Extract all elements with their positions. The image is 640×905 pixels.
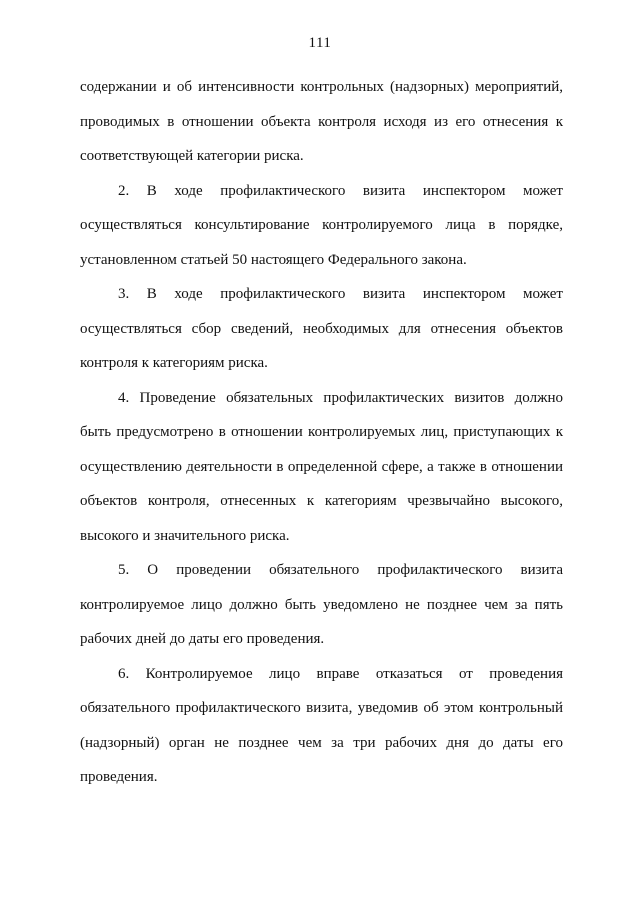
text-line: осуществлению деятельности в определенной сфере, а также в отношении — [80, 458, 563, 475]
text-line: быть предусмотрено в отношении контролируемых лиц, приступающих к — [80, 424, 563, 440]
text-line: контроля к категориям риска. — [80, 355, 268, 371]
text-line: 2. В ходе профилактического визита инспектором может — [118, 182, 563, 199]
text-line: содержании и об интенсивности контрольных (надзорных) мероприятий, — [80, 79, 563, 95]
text-line: обязательного профилактического визита, уведомив об этом контрольный — [80, 700, 563, 716]
document-body — [80, 70, 563, 795]
paragraph-continuation — [80, 70, 563, 174]
text-line: объектов контроля, отнесенных к категориям чрезвычайно высокого, — [80, 493, 563, 509]
paragraph-item-6 — [80, 657, 563, 795]
text-line: проводимых в отношении объекта контроля исходя из его отнесения к — [80, 113, 563, 130]
text-line: высокого и значительного риска. — [80, 527, 290, 544]
text-line: 3. В ходе профилактического визита инспектором может — [118, 286, 563, 302]
page-number: 111 — [308, 35, 332, 51]
text-line: контролируемое лицо должно быть уведомлено не позднее чем за пять — [80, 596, 563, 613]
paragraph-item-5 — [80, 553, 563, 657]
text-line: осуществляться консультирование контролируемого лица в порядке, — [80, 217, 563, 233]
text-line: проведения. — [80, 769, 158, 785]
paragraph-item-4 — [80, 381, 563, 554]
text-line: соответствующей категории риска. — [80, 148, 304, 164]
text-line: 5. О проведении обязательного профилактического визита — [118, 562, 563, 578]
paragraph-item-3 — [80, 277, 563, 381]
text-line: (надзорный) орган не позднее чем за три рабочих дня до даты его — [80, 734, 563, 751]
text-line: рабочих дней до даты его проведения. — [80, 631, 325, 647]
text-line: 4. Проведение обязательных профилактических визитов должно — [118, 389, 563, 406]
text-line: установленном статьей 50 настоящего Федерального закона. — [80, 251, 467, 268]
text-line: осуществляться сбор сведений, необходимых для отнесения объектов — [80, 320, 563, 337]
text-line: 6. Контролируемое лицо вправе отказаться от проведения — [118, 665, 563, 682]
paragraph-item-2 — [80, 174, 563, 278]
